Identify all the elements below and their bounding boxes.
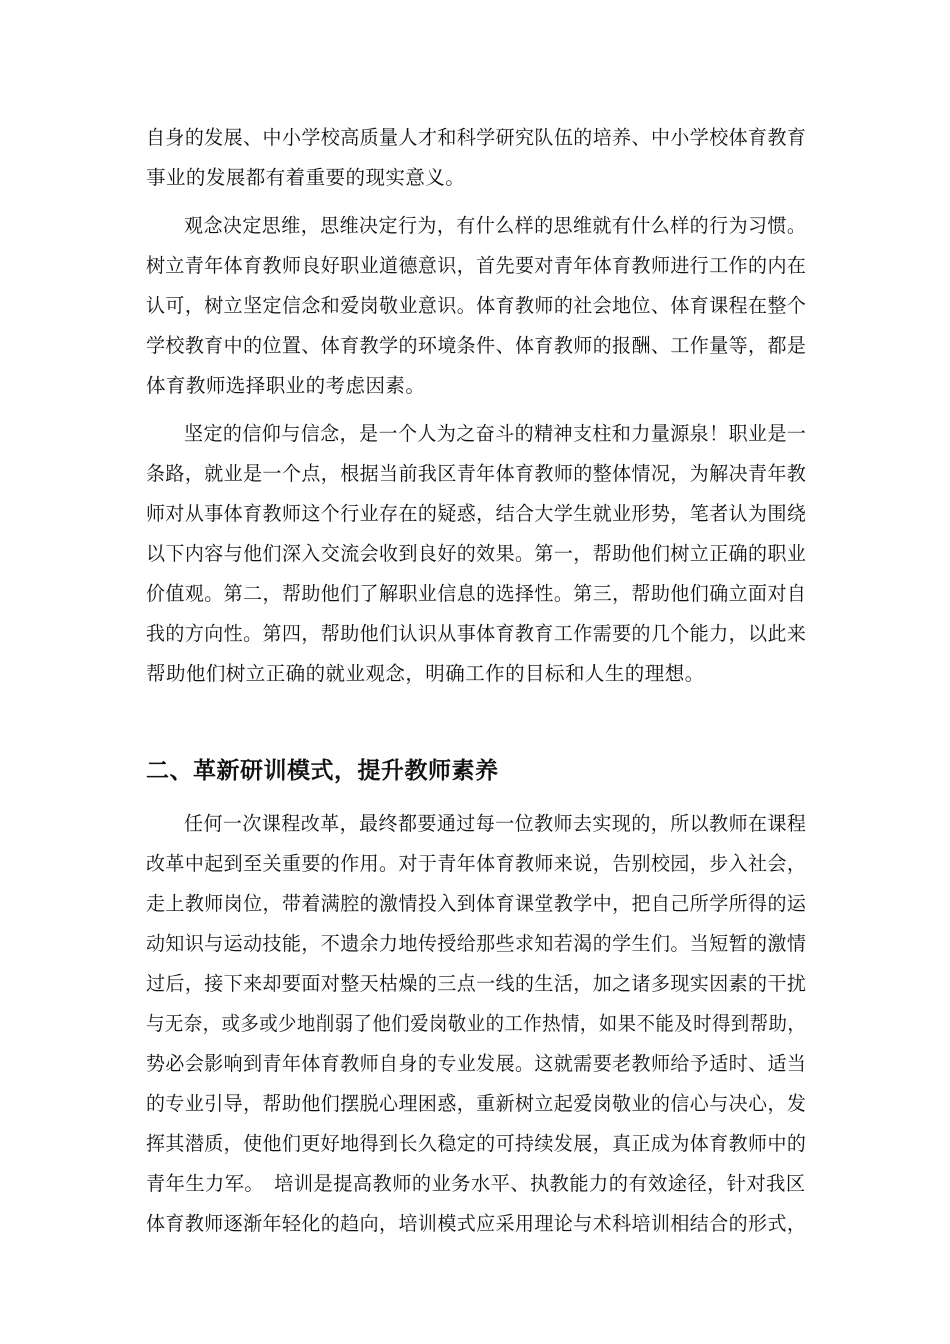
paragraph-1-line: 事业的发展都有着重要的现实意义。 — [146, 166, 466, 189]
paragraph-4-line: 走上教师岗位，带着满腔的激情投入到体育课堂教学中，把自己所学所得的运 — [146, 892, 807, 915]
paragraph-4-line: 过后，接下来却要面对整天枯燥的三点一线的生活，加之诸多现实因素的干扰 — [146, 972, 807, 995]
paragraph-2-line: 树立青年体育教师良好职业道德意识，首先要对青年体育教师进行工作的内在 — [146, 254, 807, 277]
paragraph-4-line: 体育教师逐渐年轻化的趋向，培训模式应采用理论与术科培训相结合的形式， — [146, 1212, 807, 1235]
paragraph-2-line: 体育教师选择职业的考虑因素。 — [146, 374, 426, 397]
paragraph-3-line: 帮助他们树立正确的就业观念，明确工作的目标和人生的理想。 — [146, 662, 705, 685]
paragraph-4-line: 任何一次课程改革，最终都要通过每一位教师去实现的，所以教师在课程 — [184, 812, 807, 835]
paragraph-4-line: 动知识与运动技能，不遗余力地传授给那些求知若渴的学生们。当短暂的激情 — [146, 932, 807, 955]
paragraph-4-line: 与无奈，或多或少地削弱了他们爱岗敬业的工作热情，如果不能及时得到帮助， — [146, 1012, 807, 1035]
paragraph-2-line: 学校教育中的位置、体育教学的环境条件、体育教师的报酬、工作量等，都是 — [146, 334, 807, 357]
paragraph-3-line: 以下内容与他们深入交流会收到良好的效果。第一，帮助他们树立正确的职业 — [146, 542, 807, 565]
paragraph-4-line: 青年生力军。 培训是提高教师的业务水平、执教能力的有效途径，针对我区 — [146, 1172, 806, 1195]
paragraph-3-line: 条路，就业是一个点，根据当前我区青年体育教师的整体情况，为解决青年教 — [146, 462, 807, 485]
section-heading: 二、革新研训模式，提升教师素养 — [146, 758, 499, 784]
paragraph-4-line: 势必会影响到青年体育教师自身的专业发展。这就需要老教师给予适时、适当 — [146, 1052, 807, 1075]
paragraph-1-line: 自身的发展、中小学校高质量人才和科学研究队伍的培养、中小学校体育教育 — [146, 126, 807, 149]
paragraph-2-line: 观念决定思维，思维决定行为，有什么样的思维就有什么样的行为习惯。 — [184, 214, 807, 237]
paragraph-3-line: 我的方向性。第四，帮助他们认识从事体育教育工作需要的几个能力，以此来 — [146, 622, 807, 645]
paragraph-3-line: 价值观。第二，帮助他们了解职业信息的选择性。第三，帮助他们确立面对自 — [146, 582, 807, 605]
paragraph-2-line: 认可，树立坚定信念和爱岗敬业意识。体育教师的社会地位、体育课程在整个 — [146, 294, 807, 317]
paragraph-3-line: 师对从事体育教师这个行业存在的疑惑，结合大学生就业形势，笔者认为围绕 — [146, 502, 807, 525]
paragraph-3-line: 坚定的信仰与信念，是一个人为之奋斗的精神支柱和力量源泉！职业是一 — [184, 422, 807, 445]
paragraph-4-line: 挥其潜质，使他们更好地得到长久稳定的可持续发展，真正成为体育教师中的 — [146, 1132, 807, 1155]
paragraph-4-line: 改革中起到至关重要的作用。对于青年体育教师来说，告别校园，步入社会， — [146, 852, 807, 875]
paragraph-4-line: 的专业引导，帮助他们摆脱心理困惑，重新树立起爱岗敬业的信心与决心，发 — [146, 1092, 807, 1115]
